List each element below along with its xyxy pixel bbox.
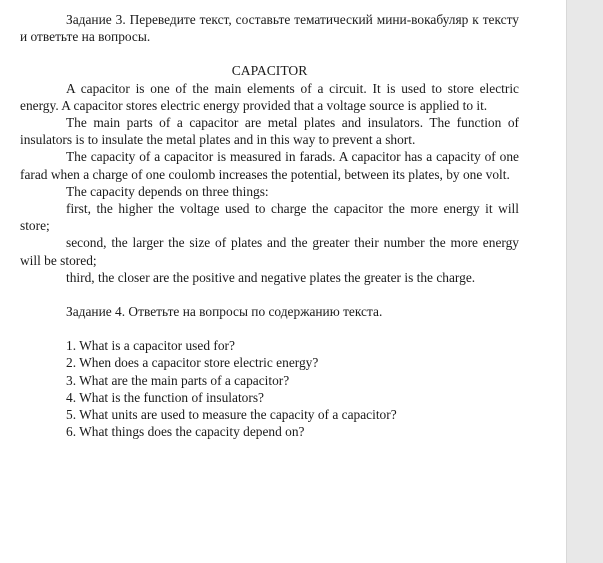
paragraph-7: third, the closer are the positive and negative plates the greater is the charge. — [66, 269, 476, 285]
question-item: 2. When does a capacitor store electric energy? — [66, 355, 319, 371]
text-title: CAPACITOR — [231, 63, 308, 79]
question-item: 1. What is a capacitor used for? — [66, 338, 235, 354]
document-body — [20, 11, 519, 440]
question-item: 6. What things does the capacity depend on? — [66, 424, 305, 440]
spacer — [20, 45, 519, 62]
question-item: 5. What units are used to measure the capacity of a capacitor? — [66, 407, 397, 423]
task3-heading: Задание 3. Переведите текст, составьте тематический мини-вокабуляр к тексту и ответьте на вопросы. — [20, 12, 519, 45]
question-list — [20, 337, 519, 440]
question-item: 3. What are the main parts of a capacitor? — [66, 372, 290, 388]
paragraph-2: The main parts of a capacitor are metal plates and insulators. The function of insulators is to insulate the metal plates and in this way to prevent a short. — [20, 115, 519, 148]
paragraph-5: first, the higher the voltage used to charge the capacitor the more energy it will store; — [20, 201, 519, 234]
paragraph-6: second, the larger the size of plates and the greater their number the more energy will be stored; — [20, 235, 519, 268]
paragraph-1: A capacitor is one of the main elements of a circuit. It is used to store electric energy. A capacitor stores electric energy provided that a voltage source is applied to it. — [20, 80, 519, 113]
task4-heading: Задание 4. Ответьте на вопросы по содержанию текста. — [66, 304, 383, 320]
spacer — [20, 320, 519, 337]
question-item: 4. What is the function of insulators? — [66, 389, 264, 405]
window-side-gutter — [566, 0, 603, 563]
spacer — [20, 286, 519, 303]
paragraph-4: The capacity depends on three things: — [66, 183, 269, 199]
paragraph-3: The capacity of a capacitor is measured in farads. A capacitor has a capacity of one farad when a charge of one coulomb increases the potential, between its plates, by one volt. — [20, 149, 519, 182]
